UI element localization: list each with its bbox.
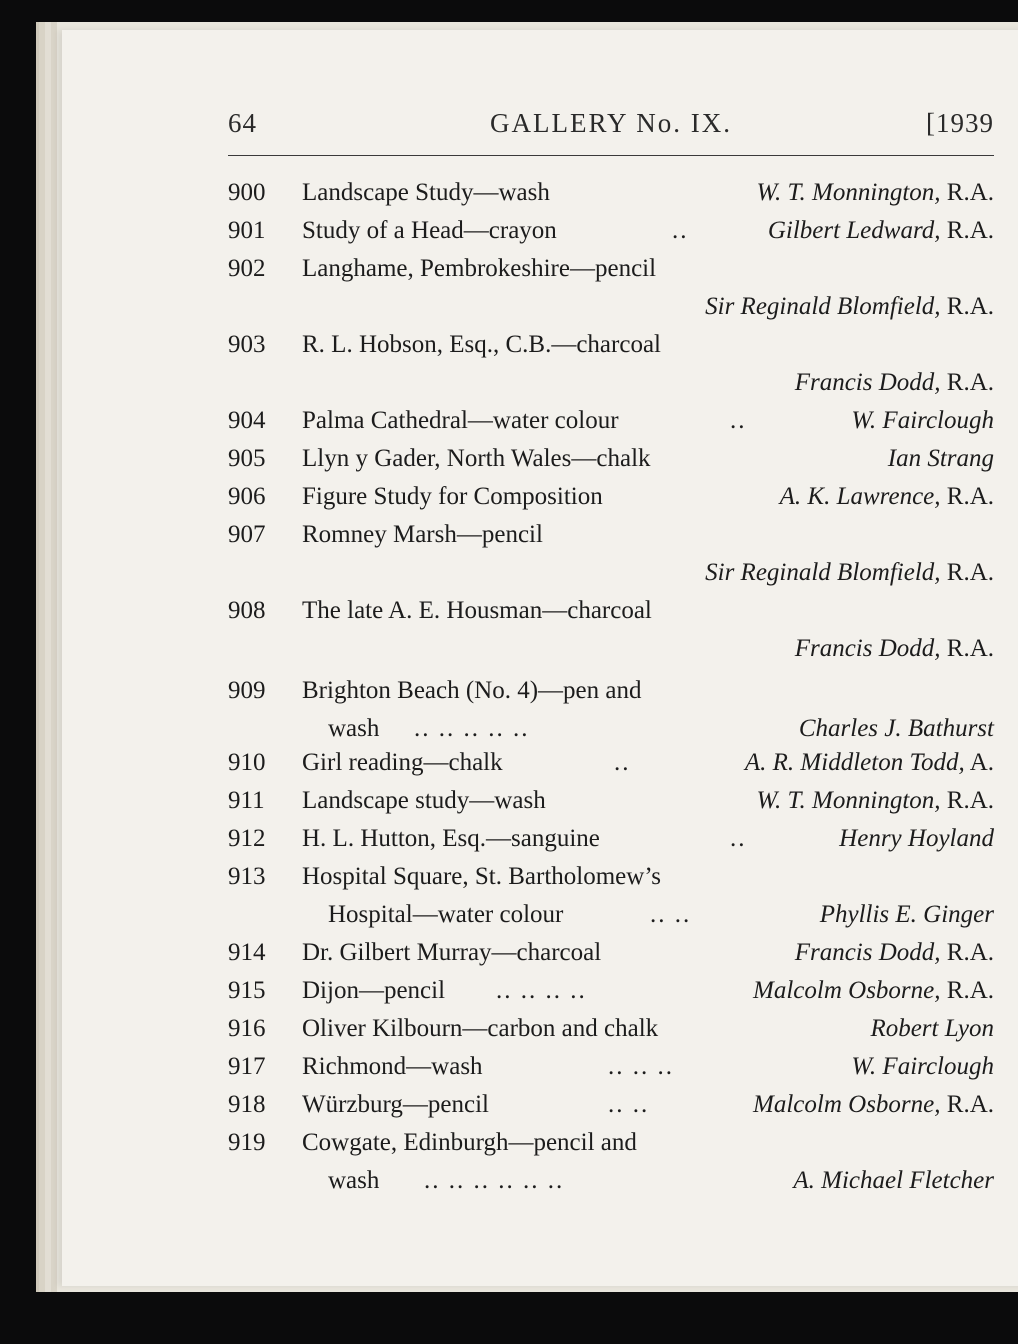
- entry-artist: Malcolm Osborne, R.A.: [753, 1091, 994, 1118]
- entry-title: Palma Cathedral—water colour: [302, 407, 619, 434]
- leader-dots: ..: [730, 825, 747, 852]
- entry-title: Brighton Beach (No. 4)—pen and: [302, 677, 642, 704]
- entry-number: 916: [228, 1015, 266, 1042]
- catalogue-entry-list: [228, 174, 994, 1196]
- entry-artist: A. Michael Fletcher: [793, 1167, 994, 1194]
- catalogue-entry: [228, 672, 994, 744]
- entry-artist: Robert Lyon: [870, 1015, 994, 1042]
- catalogue-entry: [228, 478, 994, 516]
- catalogue-entry: [228, 250, 994, 326]
- entry-title: Llyn y Gader, North Wales—chalk: [302, 445, 651, 472]
- entry-artist: A. R. Middleton Todd, A.: [744, 749, 994, 776]
- gallery-title: GALLERY No. IX.: [490, 108, 732, 138]
- entry-title: Romney Marsh—pencil: [302, 521, 543, 548]
- leader-dots: .. .. .. .. ..: [414, 715, 530, 742]
- entry-title: The late A. E. Housman—charcoal: [302, 597, 652, 624]
- entry-title-continued: wash: [328, 1167, 380, 1194]
- catalogue-entry: [228, 820, 994, 858]
- entry-number: 905: [228, 445, 266, 472]
- entry-number: 903: [228, 331, 266, 358]
- entry-artist: Francis Dodd, R.A.: [794, 939, 994, 966]
- entry-title: Hospital Square, St. Bartholomew’s: [302, 863, 661, 890]
- entry-number: 914: [228, 939, 266, 966]
- catalogue-entry: [228, 592, 994, 668]
- entry-number: 919: [228, 1129, 266, 1156]
- entry-number: 910: [228, 749, 266, 776]
- entry-title: Würzburg—pencil: [302, 1091, 489, 1118]
- entry-title: R. L. Hobson, Esq., C.B.—charcoal: [302, 331, 661, 358]
- entry-title: Landscape Study—wash: [302, 179, 550, 206]
- entry-title: Figure Study for Composition: [302, 483, 603, 510]
- entry-artist: Malcolm Osborne, R.A.: [753, 977, 994, 1004]
- leader-dots: ..: [672, 217, 689, 244]
- entry-title: Dijon—pencil: [302, 977, 446, 1004]
- catalogue-entry: [228, 1124, 994, 1196]
- entry-number: 917: [228, 1053, 266, 1080]
- catalogue-entry: [228, 516, 994, 592]
- leader-dots: .. ..: [608, 1091, 650, 1118]
- entry-title: Cowgate, Edinburgh—pencil and: [302, 1129, 637, 1156]
- entry-number: 908: [228, 597, 266, 624]
- entry-number: 900: [228, 179, 266, 206]
- entry-artist: Sir Reginald Blomfield, R.A.: [705, 559, 994, 586]
- entry-number: 902: [228, 255, 266, 282]
- leader-dots: .. ..: [650, 901, 692, 928]
- entry-artist: W. Fairclough: [851, 1053, 994, 1080]
- catalogue-entry: [228, 1048, 994, 1086]
- entry-title: Landscape study—wash: [302, 787, 546, 814]
- entry-title: H. L. Hutton, Esq.—sanguine: [302, 825, 600, 852]
- leader-dots: .. .. .. .. .. ..: [424, 1167, 565, 1194]
- leader-dots: .. .. .. ..: [496, 977, 587, 1004]
- entry-artist: W. Fairclough: [851, 407, 994, 434]
- entry-title: Dr. Gilbert Murray—charcoal: [302, 939, 602, 966]
- catalogue-entry: [228, 972, 994, 1010]
- catalogue-entry: [228, 934, 994, 972]
- entry-artist: A. K. Lawrence, R.A.: [779, 483, 994, 510]
- entry-number: 904: [228, 407, 266, 434]
- entry-number: 906: [228, 483, 266, 510]
- entry-number: 918: [228, 1091, 266, 1118]
- catalogue-year: [1939: [926, 108, 994, 138]
- entry-artist: Phyllis E. Ginger: [819, 901, 994, 928]
- entry-number: 911: [228, 787, 265, 814]
- entry-number: 909: [228, 677, 266, 704]
- catalogue-entry: [228, 1086, 994, 1124]
- entry-artist: Francis Dodd, R.A.: [794, 635, 994, 662]
- catalogue-entry: [228, 1010, 994, 1048]
- entry-number: 913: [228, 863, 266, 890]
- entry-artist: Francis Dodd, R.A.: [794, 369, 994, 396]
- leader-dots: .. .. ..: [608, 1053, 674, 1080]
- entry-number: 912: [228, 825, 266, 852]
- entry-title-continued: wash: [328, 715, 380, 742]
- catalogue-entry: [228, 440, 994, 478]
- entry-number: 901: [228, 217, 266, 244]
- catalogue-entry: [228, 402, 994, 440]
- entry-title-continued: Hospital—water colour: [328, 901, 564, 928]
- header-rule: [228, 155, 994, 156]
- running-head: [228, 108, 994, 144]
- catalogue-entry: [228, 174, 994, 212]
- entry-title: Oliver Kilbourn—carbon and chalk: [302, 1015, 659, 1042]
- entry-artist: Sir Reginald Blomfield, R.A.: [705, 293, 994, 320]
- entry-title: Girl reading—chalk: [302, 749, 503, 776]
- entry-artist: Henry Hoyland: [839, 825, 994, 852]
- page-number: 64: [228, 108, 257, 138]
- catalogue-entry: [228, 326, 994, 402]
- catalogue-entry: [228, 858, 994, 934]
- entry-artist: Charles J. Bathurst: [798, 715, 994, 742]
- entry-title: Richmond—wash: [302, 1053, 483, 1080]
- entry-title: Langhame, Pembrokeshire—pencil: [302, 255, 657, 282]
- entry-artist: W. T. Monnington, R.A.: [756, 179, 994, 206]
- leader-dots: ..: [730, 407, 747, 434]
- leader-dots: ..: [614, 749, 631, 776]
- entry-title: Study of a Head—crayon: [302, 217, 557, 244]
- catalogue-entry: [228, 782, 994, 820]
- catalogue-entry: [228, 744, 994, 782]
- entry-number: 907: [228, 521, 266, 548]
- entry-number: 915: [228, 977, 266, 1004]
- entry-artist: Gilbert Ledward, R.A.: [767, 217, 994, 244]
- catalogue-entry: [228, 212, 994, 250]
- entry-artist: W. T. Monnington, R.A.: [756, 787, 994, 814]
- entry-artist: Ian Strang: [887, 445, 994, 472]
